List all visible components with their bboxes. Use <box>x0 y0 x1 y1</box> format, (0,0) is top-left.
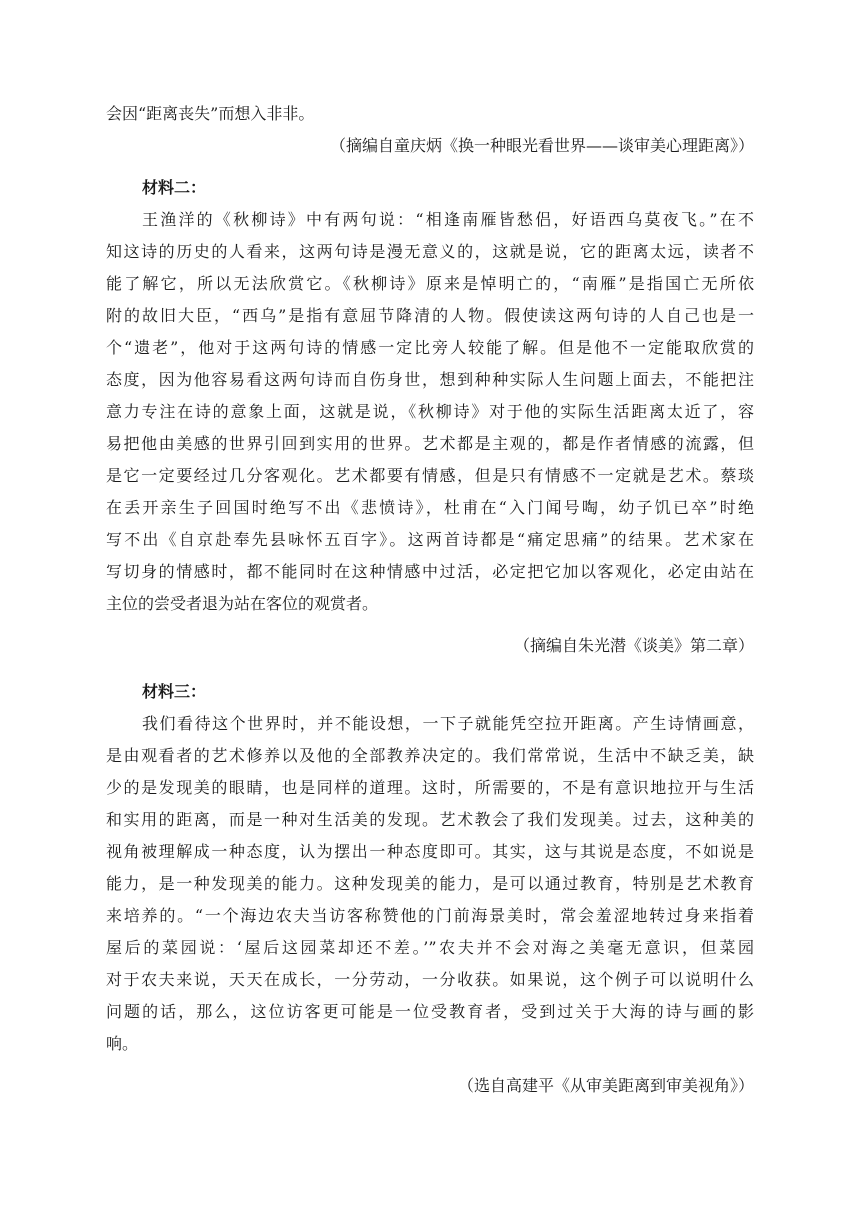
paragraph-line: 来培养的。“一个海边农夫当访客称赞他的门前海景美时，常会羞涩地转过身来指着 <box>106 906 754 925</box>
paragraph-line: 易把他由美感的世界引回到实用的世界。艺术都是主观的，都是作者情感的流露，但 <box>106 434 754 453</box>
document-body <box>106 98 754 1102</box>
material2-heading: 材料二： <box>142 178 207 197</box>
paragraph-line: 知这诗的历史的人看来，这两句诗是漫无意义的，这就是说，它的距离太远，读者不 <box>106 242 754 261</box>
paragraph-line: 能了解它，所以无法欣赏它。《秋柳诗》原来是悼明亡的，“南雁”是指国亡无所依 <box>106 274 754 293</box>
paragraph-line: 在丢开亲生子回国时绝写不出《悲愤诗》，杜甫在“入门闻号啕，幼子饥已卒”时绝 <box>106 498 754 517</box>
paragraph-line: 是由观看者的艺术修养以及他的全部教养决定的。我们常常说，生活中不缺乏美，缺 <box>106 746 754 765</box>
paragraph-line: 屋后的菜园说：‘屋后这园菜却还不差。’”农夫并不会对海之美毫无意识，但菜园 <box>106 938 754 957</box>
paragraph-line: 写不出《自京赴奉先县咏怀五百字》。这两首诗都是“痛定思痛”的结果。艺术家在 <box>106 530 754 549</box>
paragraph-line: 态度，因为他容易看这两句诗而自伤身世，想到种种实际人生问题上面去，不能把注 <box>106 370 754 389</box>
material2-source: （摘编自朱光潜《谈美》第二章） <box>513 636 754 655</box>
paragraph-line: 能力，是一种发现美的能力。这种发现美的能力，是可以通过教育，特别是艺术教育 <box>106 874 754 893</box>
paragraph-line: 和实用的距离，而是一种对生活美的发现。艺术教会了我们发现美。过去，这种美的 <box>106 810 754 829</box>
paragraph-line: 附的故旧大臣，“西乌”是指有意屈节降清的人物。假使读这两句诗的人自己也是一 <box>106 306 754 325</box>
paragraph-line: 视角被理解成一种态度，认为摆出一种态度即可。其实，这与其说是态度，不如说是 <box>106 842 754 861</box>
paragraph-line: 意力专注在诗的意象上面，这就是说，《秋柳诗》对于他的实际生活距离太近了，容 <box>106 402 754 421</box>
paragraph-line: 对于农夫来说，天天在成长，一分劳动，一分收获。如果说，这个例子可以说明什么 <box>106 970 754 989</box>
material3-paragraph <box>106 708 754 1060</box>
intro-last-line: 会因“距离丧失”而想入非非。 <box>106 104 315 123</box>
paragraph-line: 是它一定要经过几分客观化。艺术都要有情感，但是只有情感不一定就是艺术。蔡琰 <box>106 466 754 485</box>
paragraph-line: 问题的话，那么，这位访客更可能是一位受教育者，受到过关于大海的诗与画的影 <box>106 1002 754 1021</box>
paragraph-line: 我们看待这个世界时，并不能设想，一下子就能凭空拉开距离。产生诗情画意， <box>142 714 754 733</box>
paragraph-line: 响。 <box>106 1034 139 1053</box>
material2-paragraph <box>106 204 754 620</box>
paragraph-line: 少的是发现美的眼睛，也是同样的道理。这时，所需要的，不是有意识地拉开与生活 <box>106 778 754 797</box>
material3-heading: 材料三： <box>142 682 207 701</box>
paragraph-line: 写切身的情感时，都不能同时在这种情感中过活，必定把它加以客观化，必定由站在 <box>106 562 754 581</box>
paragraph-line: 个“遗老”，他对于这两句诗的情感一定比旁人较能了解。但是他不一定能取欣赏的 <box>106 338 754 357</box>
material3-source: （选自高建平《从审美距离到审美视角》） <box>457 1076 754 1095</box>
paragraph-line: 王渔洋的《秋柳诗》中有两句说：“相逢南雁皆愁侣，好语西乌莫夜飞。”在不 <box>142 210 754 229</box>
paragraph-line: 主位的尝受者退为站在客位的观赏者。 <box>106 594 379 613</box>
intro-source: （摘编自童庆炳《换一种眼光看世界——谈审美心理距离》） <box>329 136 754 155</box>
